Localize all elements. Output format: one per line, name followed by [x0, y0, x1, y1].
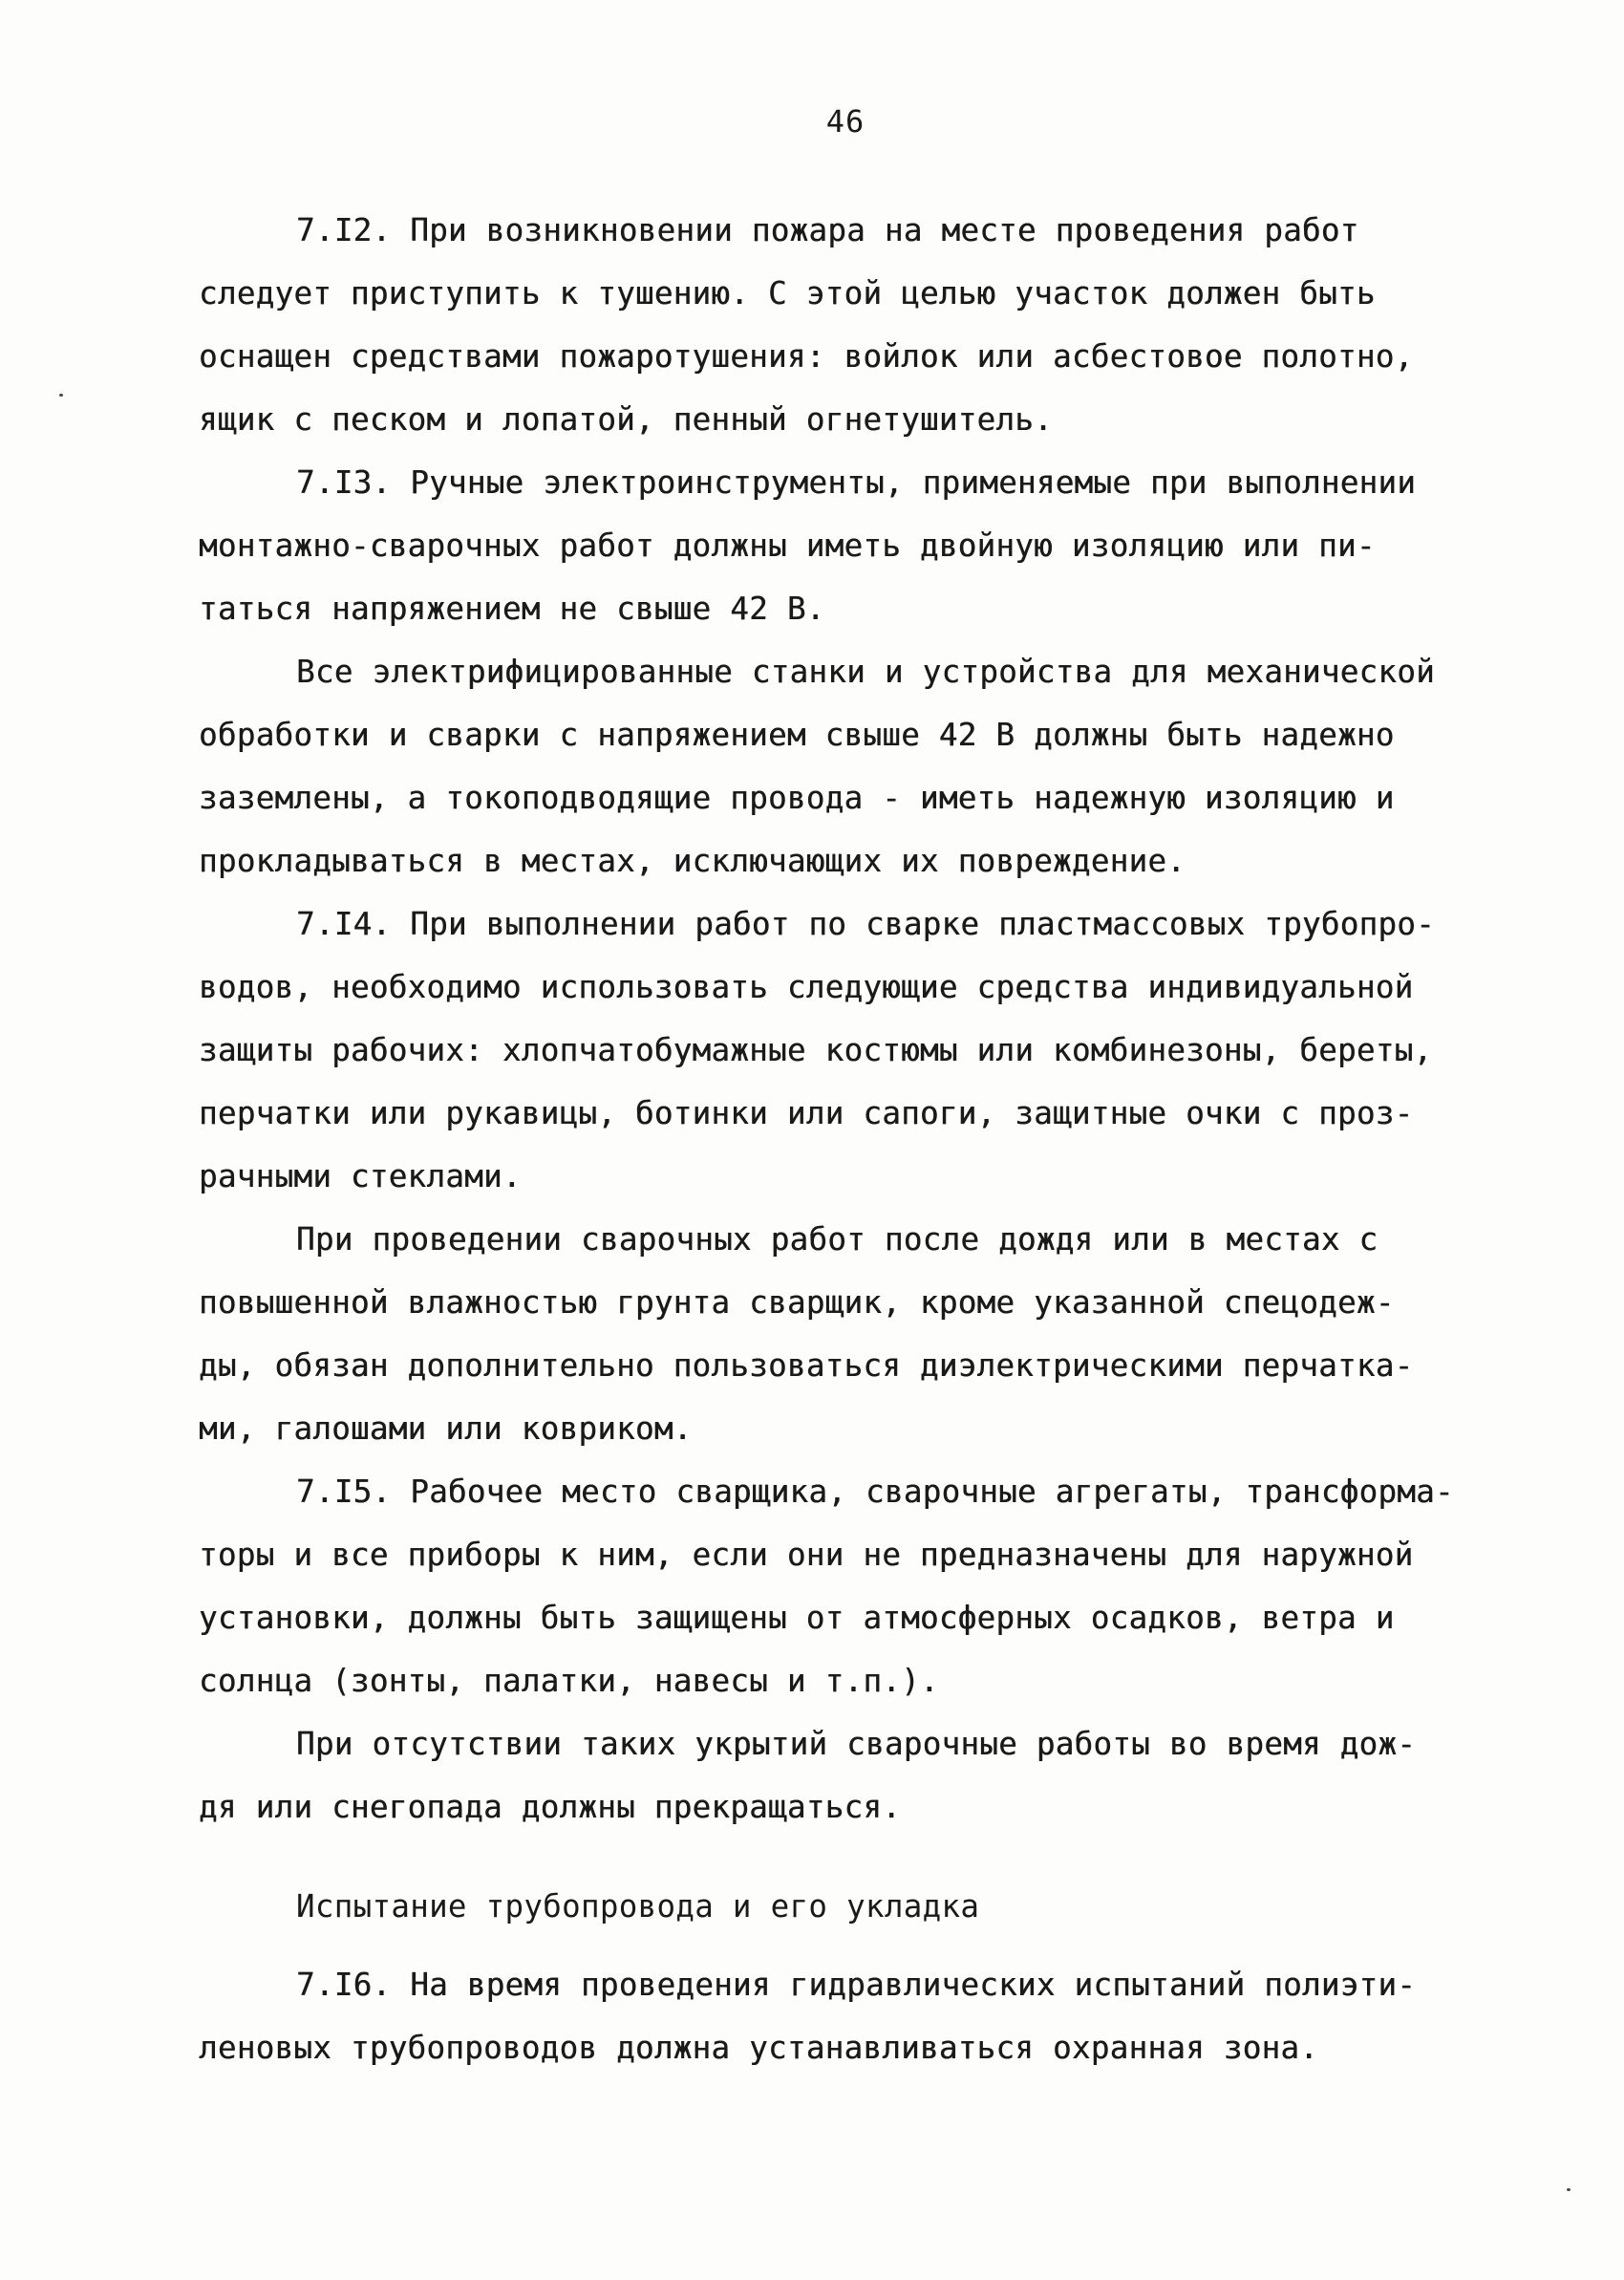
text-line: прокладываться в местах, исключающих их повреждение.	[199, 843, 1186, 879]
text-line: установки, должны быть защищены от атмосферных осадков, ветра и	[199, 1600, 1395, 1636]
text-line: При отсутствии таких укрытий сварочные работы во время дож-	[296, 1726, 1417, 1762]
text-line: 7.I4. При выполнении работ по сварке пластмассовых трубопро-	[296, 906, 1435, 942]
text-line: таться напряжением не свыше 42 В.	[199, 591, 825, 627]
text-line: заземлены, а токоподводящие провода - иметь надежную изоляцию и	[199, 780, 1395, 816]
text-line: Все электрифицированные станки и устройства для механической	[296, 654, 1435, 690]
text-line: монтажно-сварочных работ должны иметь двойную изоляцию или пи-	[199, 527, 1376, 564]
text-line: обработки и сварки с напряжением свыше 42 В должны быть надежно	[199, 717, 1395, 753]
section-heading: Испытание трубопровода и его укладка	[296, 1888, 980, 1925]
text-line: оснащен средствами пожаротушения: войлок или асбестовое полотно,	[199, 338, 1414, 375]
text-line: 7.I6. На время проведения гидравлических испытаний полиэти-	[296, 1967, 1417, 2003]
text-line: перчатки или рукавицы, ботинки или сапоги, защитные очки с проз-	[199, 1095, 1414, 1131]
text-line: защиты рабочих: хлопчатобумажные костюмы или комбинезоны, береты,	[199, 1032, 1433, 1068]
text-line: следует приступить к тушению. С этой целью участок должен быть	[199, 275, 1376, 312]
text-line: дя или снегопада должны прекращаться.	[199, 1789, 902, 1825]
text-line: 7.I3. Ручные электроинструменты, применяемые при выполнении	[296, 464, 1417, 501]
text-line: При проведении сварочных работ после дождя или в местах с	[296, 1221, 1378, 1258]
text-line: водов, необходимо использовать следующие средства индивидуальной	[199, 969, 1414, 1005]
text-line: рачными стеклами.	[199, 1158, 522, 1194]
text-line: торы и все приборы к ним, если они не предназначены для наружной	[199, 1537, 1414, 1573]
text-line: повышенной влажностью грунта сварщик, кроме указанной спецодеж-	[199, 1284, 1395, 1321]
text-line: 7.I5. Рабочее место сварщика, сварочные агрегаты, трансформа-	[296, 1473, 1454, 1510]
text-line: ми, галошами или ковриком.	[199, 1410, 693, 1447]
text-line: леновых трубопроводов должна устанавливаться охранная зона.	[199, 2030, 1319, 2066]
text-line: ящик с песком и лопатой, пенный огнетушитель.	[199, 401, 1053, 438]
text-line: ды, обязан дополнительно пользоваться диэлектрическими перчатка-	[199, 1347, 1414, 1384]
scan-speck	[1567, 2188, 1571, 2191]
page-number: 46	[825, 103, 865, 140]
text-line: 7.I2. При возникновении пожара на месте проведения работ	[296, 212, 1359, 248]
text-line: солнца (зонты, палатки, навесы и т.п.).	[199, 1663, 939, 1699]
scan-speck	[59, 394, 63, 397]
